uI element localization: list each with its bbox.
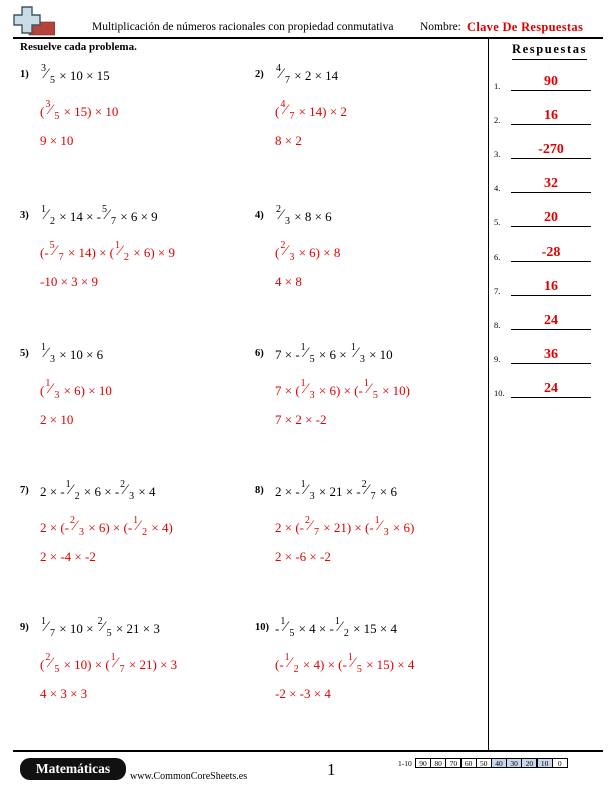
fraction-slash: ⁄ — [53, 243, 57, 259]
problem-expression — [40, 342, 104, 365]
fraction — [40, 204, 56, 227]
fraction-numerator: 1 — [350, 342, 356, 353]
problem-expression — [40, 63, 110, 86]
expr-text: ( — [40, 657, 45, 672]
fraction-numerator: 1 — [374, 515, 380, 526]
fraction-numerator: 1 — [110, 652, 116, 663]
fraction-denominator: 7 — [370, 491, 376, 502]
fraction-numerator: 2 — [97, 616, 103, 627]
expr-text: × 6) × 10 — [60, 383, 112, 398]
fraction — [119, 479, 135, 502]
fraction-slash: ⁄ — [114, 655, 118, 671]
problem-expression — [40, 616, 160, 639]
fraction-denominator: 5 — [106, 628, 112, 639]
plus-logo-icon — [13, 5, 55, 39]
fraction-slash: ⁄ — [124, 482, 127, 498]
worksheet-title: Multiplicación de números racionales con propiedad conmutativa — [92, 21, 394, 33]
answer-value: 24 — [544, 380, 558, 396]
solution-step-commutative — [275, 240, 341, 263]
fraction — [40, 63, 56, 86]
solution-step-simplified: 4 × 8 — [275, 274, 302, 289]
expr-text: × 4) × (- — [299, 657, 347, 672]
fraction — [49, 240, 65, 263]
brand-badge: Matemáticas — [20, 758, 126, 780]
answer-blank-line — [511, 363, 591, 364]
answer-value: -270 — [538, 142, 564, 158]
expr-text: (- — [275, 657, 284, 672]
expr-text: 2 × - — [40, 484, 65, 499]
fraction-denominator: 3 — [383, 527, 389, 538]
solution-step-commutative — [275, 515, 415, 538]
solution-step-commutative — [40, 240, 175, 263]
fraction-denominator: 3 — [289, 252, 295, 263]
fraction-denominator: 5 — [356, 664, 362, 675]
fraction-numerator: 1 — [300, 342, 306, 353]
expr-text: × 10 × 15 — [56, 68, 110, 83]
score-cell: 0 — [552, 758, 568, 768]
expr-text: × 4 × - — [295, 621, 334, 636]
problem-expression — [40, 204, 158, 227]
fraction — [363, 378, 379, 401]
answer-number: 3. — [494, 149, 501, 160]
fraction-denominator: 3 — [129, 491, 135, 502]
fraction-numerator: 1 — [133, 515, 139, 526]
fraction-slash: ⁄ — [284, 243, 287, 259]
answer-row — [494, 207, 600, 227]
solution-step-simplified: 2 × -4 × -2 — [40, 549, 96, 564]
score-cell: 20 — [521, 758, 537, 768]
problem-number: 7) — [20, 485, 29, 496]
answer-blank-line — [511, 261, 591, 262]
solution-step-simplified: 8 × 2 — [275, 133, 302, 148]
fraction-slash: ⁄ — [367, 381, 371, 397]
problem-expression — [275, 342, 393, 365]
expr-text: × 21) × (- — [320, 520, 374, 535]
fraction — [300, 342, 316, 365]
fraction-slash: ⁄ — [288, 655, 292, 671]
score-cell: 80 — [430, 758, 446, 768]
problem-number: 9) — [20, 622, 29, 633]
fraction-denominator: 2 — [142, 527, 148, 538]
expr-text: × 14) × ( — [64, 245, 114, 260]
solution-step-commutative — [275, 652, 415, 675]
fraction-slash: ⁄ — [49, 102, 52, 118]
answer-value: 24 — [544, 312, 558, 328]
answer-row — [494, 71, 600, 91]
expr-text: × 6 × 9 — [117, 209, 158, 224]
answer-row — [494, 173, 600, 193]
fraction — [44, 378, 60, 401]
fraction — [300, 479, 316, 502]
answer-blank-line — [511, 90, 591, 91]
fraction-numerator: 1 — [300, 479, 306, 490]
fraction-denominator: 3 — [50, 354, 55, 365]
fraction-slash: ⁄ — [49, 381, 52, 397]
expr-text: × 21 × 3 — [112, 621, 160, 636]
fraction-denominator: 5 — [309, 354, 315, 365]
problem-number: 4) — [255, 210, 264, 221]
fraction-slash: ⁄ — [304, 381, 308, 397]
fraction-numerator: 1 — [363, 378, 369, 389]
fraction-denominator: 3 — [285, 216, 290, 227]
expr-text: × 8 × 6 — [291, 209, 332, 224]
fraction-numerator: 1 — [284, 652, 290, 663]
problem-number: 2) — [255, 69, 264, 80]
name-label: Nombre: — [420, 21, 461, 33]
fraction-numerator: 1 — [300, 378, 306, 389]
fraction-numerator: 1 — [334, 616, 340, 627]
expr-text: × 15) × 10 — [60, 104, 119, 119]
fraction-slash: ⁄ — [338, 619, 342, 635]
fraction-denominator: 5 — [50, 75, 55, 86]
answer-value: 20 — [544, 210, 558, 226]
fraction-denominator: 7 — [314, 527, 319, 538]
answer-number: 7. — [494, 285, 501, 296]
fraction-denominator: 5 — [54, 111, 60, 122]
fraction-denominator: 5 — [289, 628, 295, 639]
fraction-denominator: 2 — [343, 628, 349, 639]
expr-text: × 14 × - — [56, 209, 101, 224]
fraction — [69, 515, 85, 538]
fraction — [44, 99, 60, 122]
name-value: Clave De Respuestas — [467, 20, 584, 34]
expr-text: - — [275, 621, 280, 636]
fraction-numerator: 1 — [347, 652, 353, 663]
expr-text: 2 × - — [275, 484, 300, 499]
fraction-numerator: 1 — [41, 342, 46, 353]
expr-text: × 14) × 2 — [295, 104, 347, 119]
fraction-numerator: 4 — [276, 63, 281, 74]
answer-value: 16 — [544, 278, 558, 294]
fraction-slash: ⁄ — [101, 619, 105, 635]
fraction — [350, 342, 366, 365]
fraction-denominator: 5 — [54, 664, 60, 675]
answer-value: 32 — [544, 176, 558, 192]
score-cell: 70 — [445, 758, 461, 768]
page-number: 1 — [327, 760, 336, 779]
fraction-denominator: 7 — [58, 252, 64, 263]
fraction-numerator: 2 — [280, 240, 286, 251]
answer-number: 5. — [494, 217, 501, 228]
expr-text: × 10 — [365, 347, 393, 362]
fraction-slash: ⁄ — [280, 66, 283, 82]
expr-text: 7 × ( — [275, 383, 300, 398]
answer-number: 6. — [494, 251, 501, 262]
fraction-denominator: 7 — [289, 111, 295, 122]
answer-blank-line — [511, 226, 591, 227]
answer-value: 36 — [544, 346, 558, 362]
score-label: 1-10 — [398, 759, 412, 768]
fraction-slash: ⁄ — [45, 345, 48, 361]
problem-expression — [275, 204, 332, 227]
fraction-denominator: 2 — [74, 491, 80, 502]
fraction-slash: ⁄ — [284, 102, 287, 118]
fraction-numerator: 2 — [305, 515, 310, 526]
fraction-numerator: 3 — [41, 63, 46, 74]
fraction-slash: ⁄ — [378, 518, 382, 534]
fraction — [279, 616, 295, 639]
fraction — [300, 378, 316, 401]
fraction-slash: ⁄ — [284, 619, 287, 635]
fraction-slash: ⁄ — [69, 482, 73, 498]
fraction — [284, 652, 300, 675]
problem-number: 10) — [255, 622, 269, 633]
expr-text: × 10) — [378, 383, 410, 398]
expr-text: × 10 × 6 — [56, 347, 104, 362]
fraction-denominator: 7 — [111, 216, 116, 227]
score-cell: 90 — [415, 758, 431, 768]
expr-text: × 6 × - — [80, 484, 120, 499]
answer-value: 16 — [544, 108, 558, 124]
answer-value: 90 — [544, 74, 558, 89]
fraction-numerator: 1 — [115, 240, 120, 251]
fraction — [40, 616, 56, 639]
fraction-denominator: 7 — [119, 664, 125, 675]
fraction-denominator: 7 — [285, 75, 290, 86]
solution-step-simplified: 4 × 3 × 3 — [40, 686, 88, 701]
header-divider — [13, 37, 603, 39]
answer-blank-line — [511, 295, 591, 296]
fraction — [279, 99, 295, 122]
solution-step-simplified: 9 × 10 — [40, 133, 74, 148]
fraction-slash: ⁄ — [304, 345, 308, 361]
expr-text: 2 × (- — [40, 520, 69, 535]
fraction-slash: ⁄ — [45, 207, 48, 223]
solution-step-simplified: 2 × -6 × -2 — [275, 549, 331, 564]
problem-number: 6) — [255, 348, 264, 359]
score-cell: 30 — [506, 758, 522, 768]
solution-step-commutative — [40, 99, 119, 122]
fraction — [334, 616, 350, 639]
problem-number: 8) — [255, 485, 264, 496]
fraction — [97, 616, 113, 639]
fraction-slash: ⁄ — [74, 518, 77, 534]
fraction-denominator: 2 — [50, 216, 55, 227]
fraction — [101, 204, 117, 227]
solution-step-simplified: 7 × 2 × -2 — [275, 412, 327, 427]
expr-text: × 2 × 14 — [291, 68, 339, 83]
fraction-numerator: 2 — [361, 479, 367, 490]
fraction-denominator: 2 — [293, 664, 299, 675]
score-table — [398, 758, 568, 768]
fraction-numerator: 2 — [45, 652, 51, 663]
fraction-slash: ⁄ — [354, 345, 358, 361]
answer-row — [494, 139, 600, 159]
fraction-slash: ⁄ — [45, 619, 48, 635]
answer-row — [494, 276, 600, 296]
answers-header: Respuestas — [512, 42, 587, 60]
fraction-numerator: 5 — [49, 240, 55, 251]
answer-blank-line — [511, 397, 591, 398]
solution-step-simplified: -10 × 3 × 9 — [40, 274, 98, 289]
fraction — [374, 515, 390, 538]
expr-text: × 6) × (- — [315, 383, 363, 398]
fraction — [304, 515, 320, 538]
solution-step-commutative — [40, 515, 173, 538]
fraction-slash: ⁄ — [351, 655, 355, 671]
solution-step-simplified: -2 × -3 × 4 — [275, 686, 331, 701]
fraction-numerator: 2 — [276, 204, 281, 215]
answer-number: 2. — [494, 115, 501, 126]
fraction-numerator: 1 — [41, 204, 46, 215]
expr-text: × 6) — [389, 520, 415, 535]
expr-text: ( — [275, 245, 280, 260]
fraction — [114, 240, 130, 263]
fraction-denominator: 2 — [124, 252, 129, 263]
expr-text: ( — [275, 104, 280, 119]
fraction — [132, 515, 148, 538]
answer-row — [494, 242, 600, 262]
fraction-numerator: 3 — [45, 99, 51, 110]
answer-number: 4. — [494, 183, 501, 194]
answer-row — [494, 378, 600, 398]
answer-row — [494, 344, 600, 364]
fraction — [279, 240, 295, 263]
expr-text: × 6 — [376, 484, 398, 499]
solution-step-commutative — [275, 99, 347, 122]
solution-step-commutative — [40, 378, 112, 401]
problem-number: 3) — [20, 210, 29, 221]
problem-number: 1) — [20, 69, 29, 80]
problem-number: 5) — [20, 348, 29, 359]
fraction-numerator: 2 — [70, 515, 75, 526]
fraction-denominator: 3 — [359, 354, 365, 365]
fraction-slash: ⁄ — [106, 207, 109, 223]
instructions: Resuelve cada problema. — [20, 41, 137, 53]
expr-text: 7 × - — [275, 347, 300, 362]
fraction — [275, 204, 291, 227]
answer-number: 8. — [494, 319, 501, 330]
expr-text: × 10) × ( — [60, 657, 110, 672]
fraction-numerator: 2 — [120, 479, 126, 490]
answer-row — [494, 105, 600, 125]
fraction-slash: ⁄ — [304, 482, 308, 498]
expr-text: × 6) × (- — [85, 520, 133, 535]
fraction-slash: ⁄ — [137, 518, 140, 534]
expr-text: × 21) × 3 — [125, 657, 178, 672]
answer-column-divider — [488, 38, 489, 750]
score-cell: 10 — [537, 758, 553, 768]
fraction — [40, 342, 56, 365]
answer-number: 1. — [494, 81, 501, 91]
fraction — [65, 479, 81, 502]
expr-text: 2 × (- — [275, 520, 304, 535]
footer-divider — [13, 750, 603, 752]
fraction — [361, 479, 377, 502]
expr-text: × 15) × 4 — [362, 657, 415, 672]
fraction-slash: ⁄ — [49, 655, 52, 671]
answer-value: -28 — [541, 244, 561, 260]
expr-text: × 4) — [148, 520, 173, 535]
solution-step-simplified: 2 × 10 — [40, 412, 74, 427]
answer-number: 10. — [494, 387, 505, 398]
expr-text: × 10 × — [56, 621, 97, 636]
answer-row — [494, 310, 600, 330]
expr-text: ( — [40, 383, 45, 398]
expr-text: ( — [40, 104, 45, 119]
fraction-numerator: 1 — [45, 378, 51, 389]
fraction-denominator: 3 — [54, 390, 60, 401]
fraction-slash: ⁄ — [280, 207, 283, 223]
answer-blank-line — [511, 158, 591, 159]
fraction-slash: ⁄ — [365, 482, 369, 498]
score-cell: 60 — [461, 758, 477, 768]
fraction — [110, 652, 126, 675]
fraction — [275, 63, 291, 86]
problem-expression — [275, 479, 398, 502]
fraction-numerator: 1 — [65, 479, 71, 490]
fraction-numerator: 1 — [280, 616, 286, 627]
fraction-numerator: 4 — [280, 99, 286, 110]
site-url: www.CommonCoreSheets.es — [130, 771, 248, 782]
fraction-numerator: 1 — [41, 616, 46, 627]
fraction-denominator: 7 — [50, 628, 55, 639]
fraction-denominator: 3 — [309, 491, 315, 502]
problem-expression — [275, 63, 339, 86]
answer-blank-line — [511, 192, 591, 193]
fraction-slash: ⁄ — [309, 518, 312, 534]
expr-text: × 21 × - — [315, 484, 361, 499]
expr-text: (- — [40, 245, 49, 260]
answer-number: 9. — [494, 353, 501, 364]
fraction-slash: ⁄ — [45, 66, 48, 82]
expr-text: × 4 — [135, 484, 156, 499]
fraction — [347, 652, 363, 675]
score-cell: 40 — [491, 758, 507, 768]
fraction — [44, 652, 60, 675]
expr-text: × 6 × — [315, 347, 350, 362]
fraction-denominator: 3 — [309, 390, 315, 401]
solution-step-commutative — [40, 652, 178, 675]
problem-expression — [40, 479, 156, 502]
score-cell: 50 — [476, 758, 492, 768]
answer-blank-line — [511, 329, 591, 330]
solution-step-commutative — [275, 378, 410, 401]
fraction-numerator: 5 — [102, 204, 107, 215]
expr-text: × 6) × 8 — [295, 245, 341, 260]
expr-text: × 6) × 9 — [130, 245, 175, 260]
problem-expression — [275, 616, 398, 639]
answer-blank-line — [511, 124, 591, 125]
fraction-denominator: 3 — [79, 527, 84, 538]
fraction-denominator: 5 — [372, 390, 378, 401]
fraction-slash: ⁄ — [119, 243, 122, 259]
expr-text: × 15 × 4 — [349, 621, 398, 636]
